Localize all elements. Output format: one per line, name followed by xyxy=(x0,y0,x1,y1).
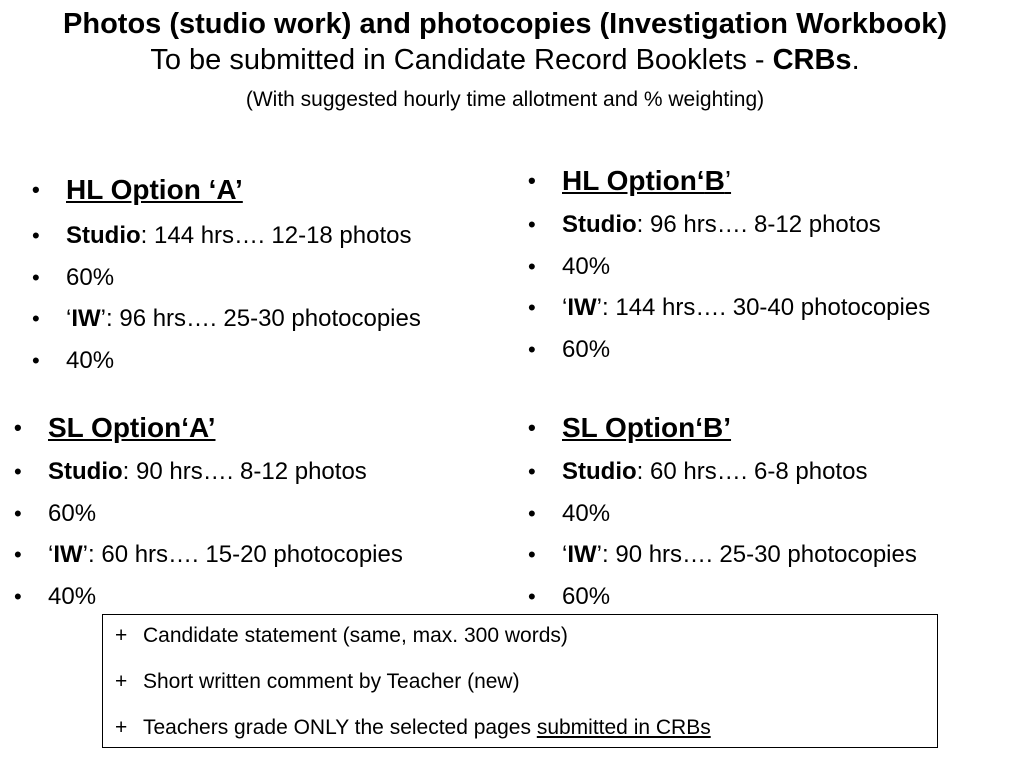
hl-option-b-list xyxy=(562,158,930,370)
hl-option-a-list xyxy=(66,165,421,381)
sl-option-b-studio xyxy=(562,451,917,493)
iw-open-quote: ‘ xyxy=(562,294,568,321)
sl-option-a-iw-weight: • 40% xyxy=(48,576,403,618)
sl-option-b-iw xyxy=(562,534,917,576)
hl-option-b-heading-letter: B xyxy=(704,165,725,196)
hl-option-a-iw-weight: • 40% xyxy=(66,340,421,382)
note-teacher-grading xyxy=(115,713,937,759)
sl-option-b-heading: • SL Option‘B’ xyxy=(562,405,917,451)
requirements-box xyxy=(102,614,938,748)
iw-open-quote: ‘ xyxy=(66,305,72,332)
note-text: Candidate statement (same, max. 300 words) xyxy=(143,624,568,647)
studio-label: Studio xyxy=(66,222,141,249)
iw-value: ’: 90 hrs…. 25-30 photocopies xyxy=(596,541,917,568)
hl-option-b-heading xyxy=(562,158,930,204)
hl-option-b-iw-weight: • 60% xyxy=(562,329,930,371)
sl-option-a-list xyxy=(48,405,403,617)
note-text: Teachers grade ONLY the selected pages xyxy=(143,716,537,739)
sl-option-b-list xyxy=(562,405,917,617)
studio-value: : 60 hrs…. 6-8 photos xyxy=(636,458,868,485)
iw-label: IW xyxy=(567,294,597,321)
hl-option-b-iw xyxy=(562,287,930,329)
sl-option-a-iw xyxy=(48,534,403,576)
plus-icon: + xyxy=(115,716,128,739)
page-subtitle: (With suggested hourly time allotment and % weighting) xyxy=(245,88,765,111)
hl-option-b-studio xyxy=(562,204,930,246)
iw-value: ’: 96 hrs…. 25-30 photocopies xyxy=(100,305,421,332)
sl-option-a-heading: • SL Option‘A’ xyxy=(48,405,403,451)
crbs-emphasis: CRBs xyxy=(772,44,852,76)
plus-icon: + xyxy=(115,670,128,693)
iw-label: IW xyxy=(71,305,101,332)
studio-label: Studio xyxy=(562,458,637,485)
hl-option-a-studio xyxy=(66,215,421,257)
note-candidate-statement xyxy=(115,621,937,667)
page-title-line-1: Photos (studio work) and photocopies (Investigation Workbook) xyxy=(63,8,947,40)
studio-label: Studio xyxy=(48,458,123,485)
page-title-line-2 xyxy=(0,42,1010,78)
iw-open-quote: ‘ xyxy=(562,541,568,568)
title-line-2-text: To be submitted in Candidate Record Booklets - xyxy=(150,44,773,76)
iw-label: IW xyxy=(53,541,83,568)
sl-option-a-studio xyxy=(48,451,403,493)
sl-option-a-studio-weight: • 60% xyxy=(48,493,403,535)
hl-option-a-studio-weight: • 60% xyxy=(66,257,421,299)
sl-option-b-studio-weight: • 40% xyxy=(562,493,917,535)
studio-value: : 90 hrs…. 8-12 photos xyxy=(122,458,367,485)
hl-option-b-heading-prefix: HL Option‘ xyxy=(562,165,705,196)
iw-label: IW xyxy=(567,541,597,568)
note-teacher-comment xyxy=(115,667,937,713)
iw-value: ’: 144 hrs…. 30-40 photocopies xyxy=(596,294,931,321)
hl-option-a-iw xyxy=(66,298,421,340)
plus-icon: + xyxy=(115,624,128,647)
sl-option-b-iw-weight: • 60% xyxy=(562,576,917,618)
hl-option-a-heading: • HL Option ‘A’ xyxy=(66,165,421,215)
hl-option-b-studio-weight: • 40% xyxy=(562,246,930,288)
title-line-2-period: . xyxy=(851,44,860,76)
note-underlined-text: submitted in CRBs xyxy=(536,716,711,739)
iw-value: ’: 60 hrs…. 15-20 photocopies xyxy=(82,541,403,568)
studio-value: : 96 hrs…. 8-12 photos xyxy=(636,211,881,238)
note-text: Short written comment by Teacher (new) xyxy=(143,670,520,693)
studio-label: Studio xyxy=(562,211,637,238)
iw-open-quote: ‘ xyxy=(48,541,54,568)
hl-option-b-heading-suffix: ’ xyxy=(724,165,732,196)
studio-value: : 144 hrs…. 12-18 photos xyxy=(140,222,412,249)
